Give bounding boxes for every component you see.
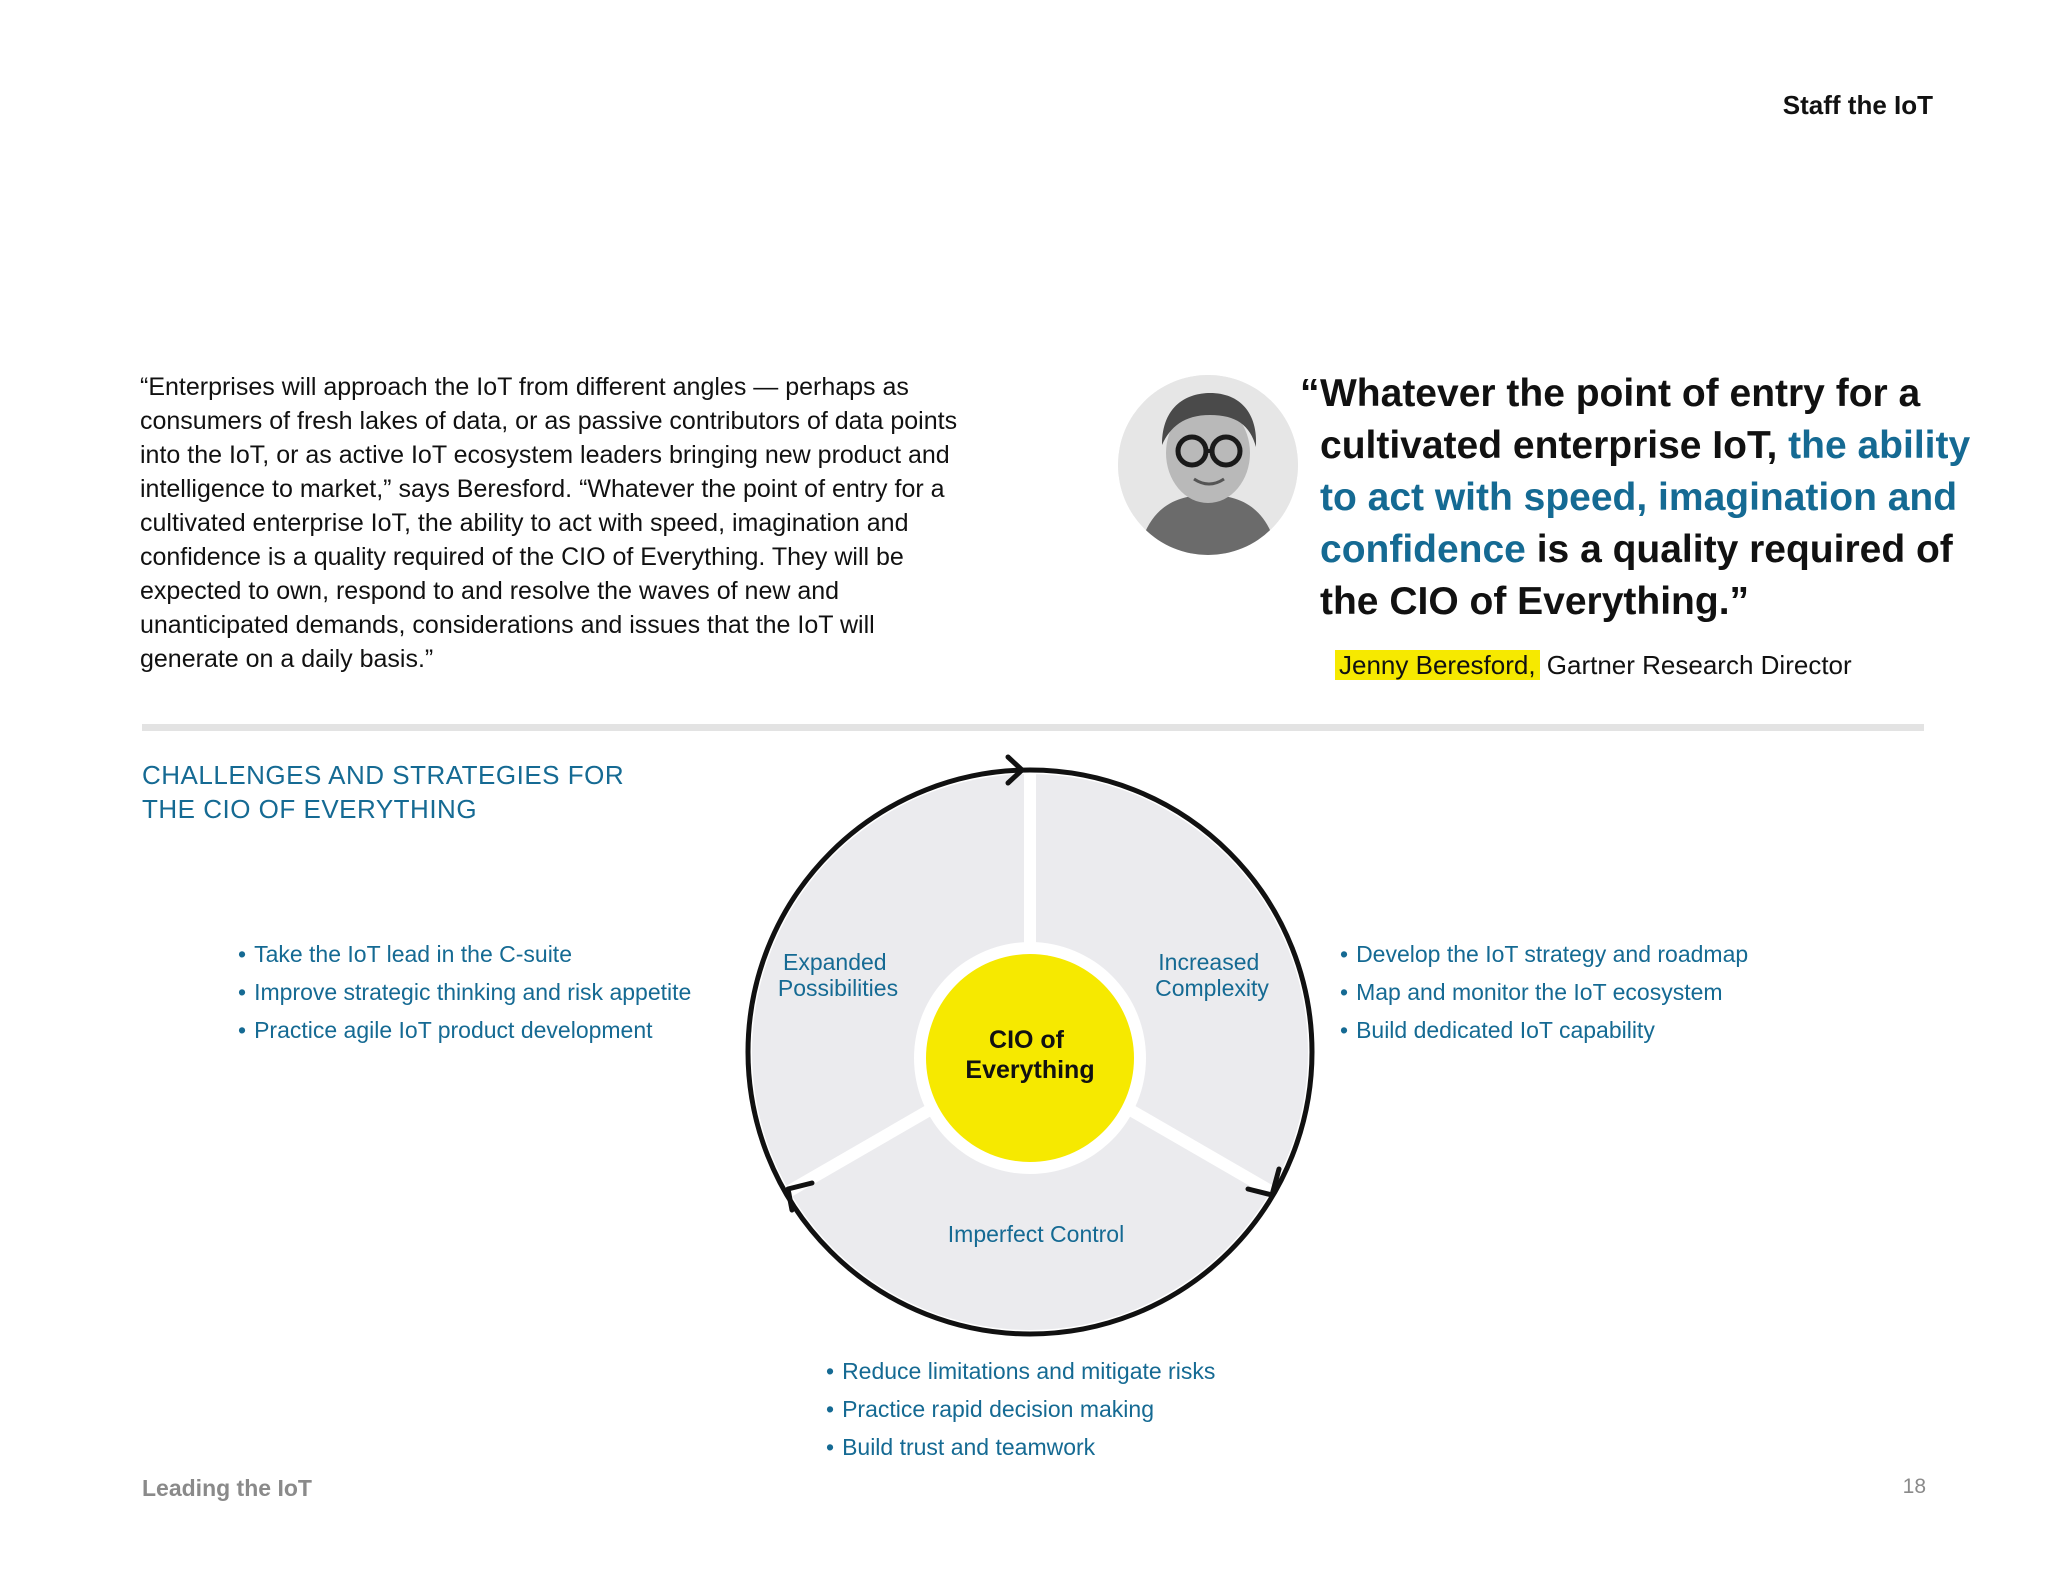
list-item: • Build trust and teamwork (826, 1428, 1215, 1466)
pull-quote-text-end: is a quality required of the CIO of Everything.” (1320, 528, 1953, 623)
list-item: • Map and monitor the IoT ecosystem (1340, 973, 1748, 1011)
cycle-diagram (730, 752, 1330, 1352)
section-heading-line-2: THE CIO OF EVERYTHING (142, 794, 478, 824)
bullet-list-right (1340, 935, 1748, 1049)
section-heading-line-1: CHALLENGES AND STRATEGIES FOR (142, 760, 625, 790)
pull-quote (1300, 368, 1980, 628)
list-item: • Develop the IoT strategy and roadmap (1340, 935, 1748, 973)
bullet-list-bottom (826, 1352, 1215, 1466)
list-item: • Practice rapid decision making (826, 1390, 1215, 1428)
pull-quote-highlight: the ability to act with speed, imagination and confidence (1320, 424, 1971, 571)
pull-quote-open-mark: “ (1300, 372, 1320, 415)
page-section-title: Staff the IoT (1782, 90, 1933, 120)
list-item: • Practice agile IoT product development (238, 1011, 691, 1049)
center-label-line-1: CIO of (989, 1026, 1065, 1054)
list-item: • Reduce limitations and mitigate risks (826, 1352, 1215, 1390)
center-label-line-2: Everything (965, 1056, 1095, 1084)
segment-label-expanded-possibilities: Expanded Possibilities (777, 949, 899, 1001)
section-heading (142, 758, 742, 826)
page-number: 18 (1902, 1475, 1926, 1498)
segment-label-increased-complexity: Increased Complexity (1155, 949, 1269, 1001)
list-item: • Improve strategic thinking and risk appetite (238, 973, 691, 1011)
bullet-list-left (238, 935, 691, 1049)
attribution-role: Gartner Research Director (1539, 650, 1852, 680)
attribution-name: Jenny Beresford, (1335, 650, 1540, 680)
speaker-portrait (1118, 375, 1298, 555)
quote-attribution (1335, 650, 1852, 681)
pull-quote-text-start: Whatever the point of entry for a cultivated enterprise IoT, (1320, 372, 1921, 467)
body-paragraph: “Enterprises will approach the IoT from different angles — perhaps as consumers of fresh lakes of data, or as passive contributors of data points into the IoT, or as active IoT ecosystem leaders bringing new product and intelligence to market,” says Beresford. “Whatever the point of entry for a cultivated enterprise IoT, the ability to act with speed, imagination and confidence is a quality required of the CIO of Everything. They will be expected to own, respond to and resolve the waves of new and unanticipated demands, considerations and issues that the IoT will generate on a daily basis.” (140, 373, 958, 673)
section-divider (142, 724, 1924, 731)
segment-label-imperfect-control: Imperfect Control (947, 1221, 1125, 1247)
list-item: • Take the IoT lead in the C-suite (238, 935, 691, 973)
footer-document-title: Leading the IoT (142, 1475, 312, 1501)
list-item: • Build dedicated IoT capability (1340, 1011, 1748, 1049)
